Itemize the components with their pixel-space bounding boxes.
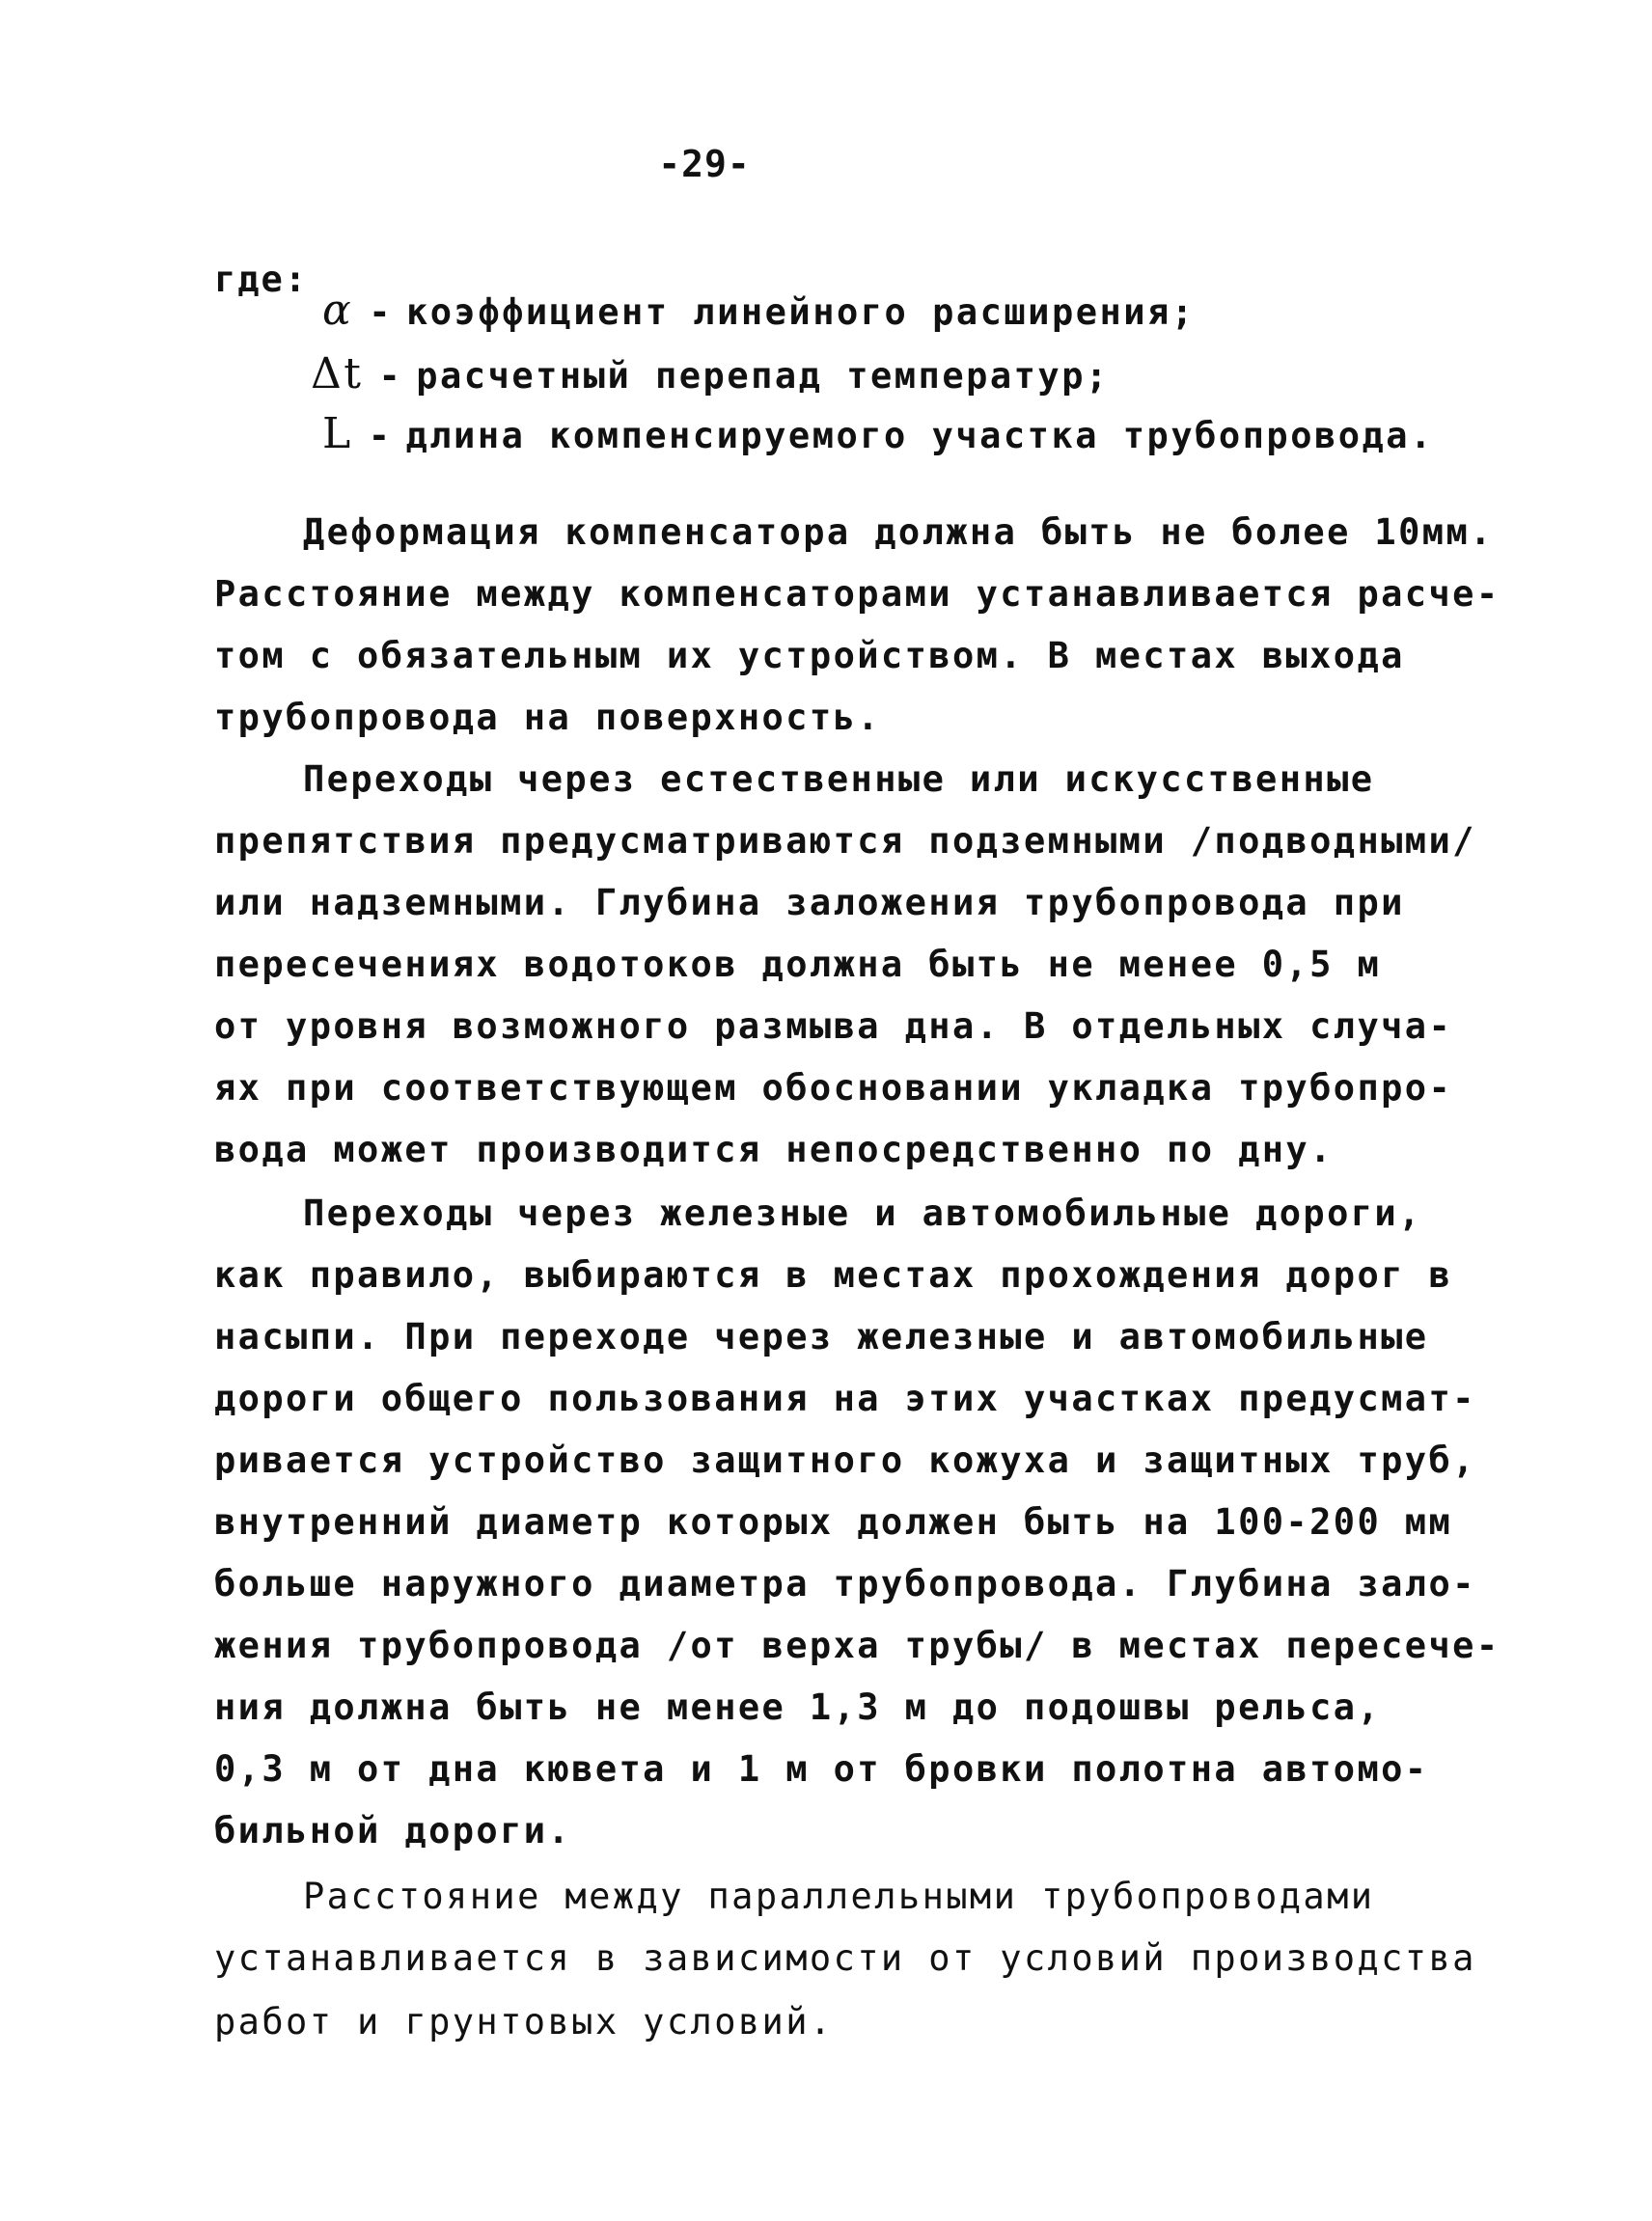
definition-dash: - xyxy=(378,355,403,397)
definition-text: длина компенсируемого участка трубопровода. xyxy=(405,415,1434,456)
text-line: препятствия предусматриваются подземными /подводными/ xyxy=(214,820,1476,862)
text-line: ния должна быть не менее 1,3 м до подошвы рельса, xyxy=(214,1686,1382,1728)
text-line: трубопровода на поверхность. xyxy=(214,697,881,738)
definition-symbol: L xyxy=(322,409,353,458)
page-number: -29- xyxy=(658,143,751,185)
text-line: устанавливается в зависимости от условий производства xyxy=(214,1937,1476,1979)
text-line: как правило, выбираются в местах прохождения дорог в xyxy=(214,1254,1453,1296)
text-line: Расстояние между параллельными трубопроводами xyxy=(303,1876,1375,1917)
text-line: вода может производится непосредственно по дну. xyxy=(214,1129,1334,1170)
text-line: Переходы через железные и автомобильные дороги, xyxy=(303,1193,1422,1234)
text-line: Переходы через естественные или искусственные xyxy=(303,758,1375,800)
text-line: бильной дороги. xyxy=(214,1810,572,1851)
text-line: 0,3 м от дна кювета и 1 м от бровки полотна автомо- xyxy=(214,1748,1429,1790)
definition-dash: - xyxy=(369,291,393,333)
text-line: от уровня возможного размыва дна. В отдельных случа- xyxy=(214,1005,1453,1047)
text-line: Деформация компенсатора должна быть не более 10мм. xyxy=(303,511,1494,553)
definition-text: расчетный перепад температур; xyxy=(416,355,1110,397)
text-line: больше наружного диаметра трубопровода. Глубина зало- xyxy=(214,1563,1476,1604)
text-line: работ и грунтовых условий. xyxy=(214,2001,834,2043)
text-line: пересечениях водотоков должна быть не менее 0,5 м xyxy=(214,944,1382,985)
text-line: или надземными. Глубина заложения трубопровода при xyxy=(214,882,1405,923)
text-line: внутренний диаметр которых должен быть на 100-200 мм xyxy=(214,1501,1453,1543)
definition-symbol: α xyxy=(322,286,354,335)
text-line: жения трубопровода /от верха трубы/ в местах пересече- xyxy=(214,1625,1501,1666)
definition-delta-t xyxy=(311,349,1110,398)
definition-symbol: Δt xyxy=(311,349,364,398)
text-line: ривается устройство защитного кожуха и защитных труб, xyxy=(214,1440,1476,1481)
where-label: где: xyxy=(214,259,309,300)
text-line: Расстояние между компенсаторами устанавливается расче- xyxy=(214,573,1501,615)
text-line: том с обязательным их устройством. В местах выхода xyxy=(214,635,1405,676)
definition-text: коэффициент линейного расширения; xyxy=(406,291,1196,333)
text-line: ях при соответствующем обосновании укладка трубопро- xyxy=(214,1067,1453,1109)
definition-alpha xyxy=(322,286,1196,335)
text-line: насыпи. При переходе через железные и автомобильные xyxy=(214,1316,1429,1357)
definition-dash: - xyxy=(368,415,393,456)
text-line: дороги общего пользования на этих участках предусмат- xyxy=(214,1378,1476,1419)
definition-length xyxy=(322,409,1434,458)
